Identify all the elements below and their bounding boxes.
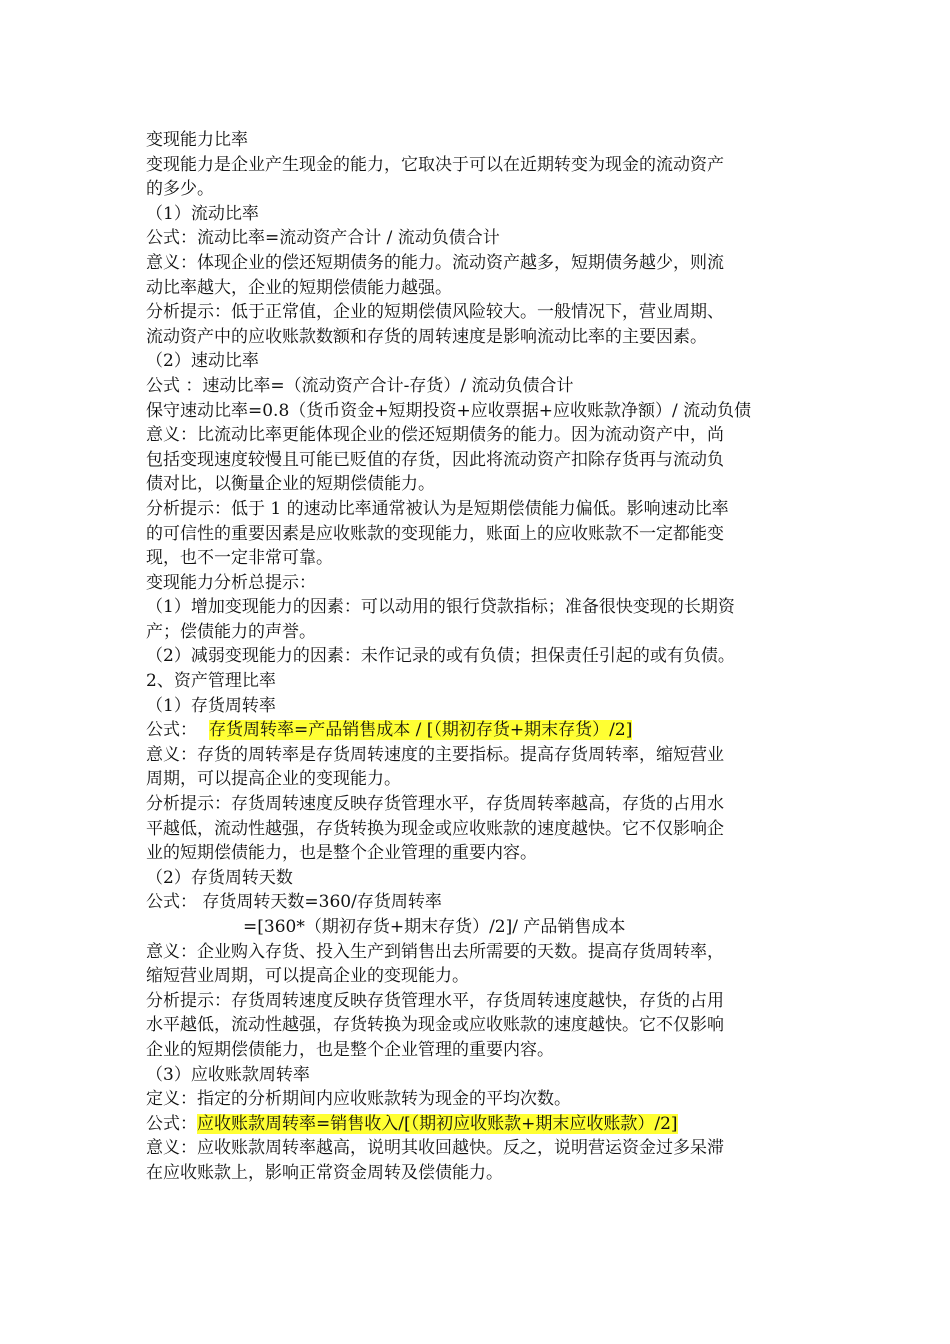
text-line: 周期，可以提高企业的变现能力。 [146,769,401,790]
text-line: （2）存货周转天数 [146,867,293,888]
text-line: 在应收账款上，影响正常资金周转及偿债能力。 [146,1162,503,1183]
text-line: 变现能力是企业产生现金的能力，它取决于可以在近期转变为现金的流动资产 [146,154,724,175]
text-line: 的多少。 [146,179,214,200]
text-line: 企业的短期偿债能力，也是整个企业管理的重要内容。 [146,1039,554,1060]
text-line: 水平越低，流动性越强，存货转换为现金或应收账款的速度越快。它不仅影响 [146,1015,724,1036]
formula-prefix: 公式： [146,1113,197,1134]
text-line: 分析提示：低于 1 的速动比率通常被认为是短期偿债能力偏低。影响速动比率 [146,498,729,519]
text-line: 平越低，流动性越强，存货转换为现金或应收账款的速度越快。它不仅影响企 [146,818,724,839]
text-line: 流动资产中的应收账款数额和存货的周转速度是影响流动比率的主要因素。 [146,326,707,347]
text-line: 分析提示：存货周转速度反映存货管理水平，存货周转率越高，存货的占用水 [146,794,724,815]
text-line: =[360*（期初存货+期末存货）/2]/ 产品销售成本 [243,917,626,937]
text-line: 意义：应收账款周转率越高，说明其收回越快。反之，说明营运资金过多呆滞 [146,1138,724,1159]
text-line: 分析提示：低于正常值，企业的短期偿债风险较大。一般情况下，营业周期、 [146,302,724,323]
text-line: （2）减弱变现能力的因素：未作记录的或有负债；担保责任引起的或有负债。 [146,646,735,667]
text-line: 2、资产管理比率 [146,671,276,692]
document-page [146,128,816,1186]
text-line: 保守速动比率=0.8（货币资金+短期投资+应收票据+应收账款净额）/ 流动负债 [146,400,752,421]
highlighted-formula: 应收账款周转率=销售收入/[（期初应收账款+期末应收账款）/2] [197,1113,678,1134]
text-line: 意义：体现企业的偿还短期债务的能力。流动资产越多，短期债务越少，则流 [146,252,724,273]
text-line: 公式： 存货周转天数=360/存货周转率 [146,892,442,913]
text-line: 公式 ：速动比率=（流动资产合计-存货）/ 流动负债合计 [146,375,574,396]
text-line: 意义：存货的周转率是存货周转速度的主要指标。提高存货周转率，缩短营业 [146,744,724,765]
text-line [146,1112,816,1137]
text-line: （3）应收账款周转率 [146,1064,310,1085]
text-line: 定义：指定的分析期间内应收账款转为现金的平均次数。 [146,1089,571,1110]
text-line: 分析提示：存货周转速度反映存货管理水平，存货周转速度越快，存货的占用 [146,990,724,1011]
text-line: （1）流动比率 [146,203,259,224]
text-line: （1）增加变现能力的因素：可以动用的银行贷款指标；准备很快变现的长期资 [146,597,735,618]
text-line: 的可信性的重要因素是应收账款的变现能力，账面上的应收账款不一定都能变 [146,523,724,544]
formula-prefix: 公式： [146,720,197,741]
text-line: 动比率越大，企业的短期偿债能力越强。 [146,277,452,298]
text-line [146,718,816,743]
text-line: 债对比，以衡量企业的短期偿债能力。 [146,474,435,495]
text-line: （2）速动比率 [146,351,259,372]
text-line: 产；偿债能力的声誉。 [146,621,316,642]
text-line: 业的短期偿债能力，也是整个企业管理的重要内容。 [146,843,537,864]
text-line: 变现能力分析总提示： [146,572,316,593]
text-line: 现，也不一定非常可靠。 [146,548,333,569]
text-line: 公式：流动比率=流动资产合计 / 流动负债合计 [146,228,500,249]
text-line: 意义：企业购入存货、投入生产到销售出去所需要的天数。提高存货周转率， [146,941,724,962]
text-line: 缩短营业周期，可以提高企业的变现能力。 [146,966,469,987]
text-line: 意义：比流动比率更能体现企业的偿还短期债务的能力。因为流动资产中，尚 [146,425,724,446]
text-line: （1）存货周转率 [146,695,276,716]
text-line: 包括变现速度较慢且可能已贬值的存货，因此将流动资产扣除存货再与流动负 [146,449,724,470]
text-line: 变现能力比率 [146,130,248,150]
highlighted-formula: 存货周转率=产品销售成本 / [（期初存货+期末存货）/2] [209,720,633,741]
